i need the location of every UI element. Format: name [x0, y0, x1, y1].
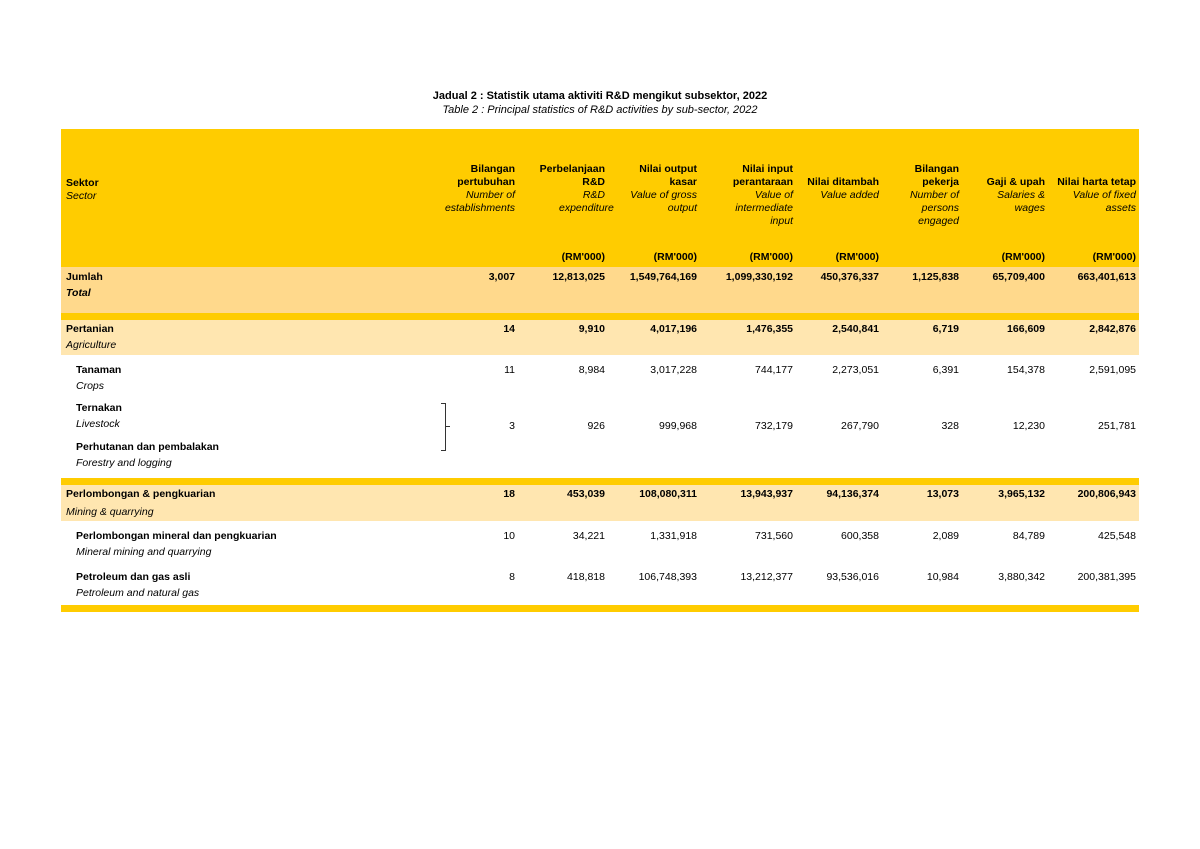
- label-forestry: Perhutanan dan pembalakan Forestry and logging: [76, 441, 219, 469]
- unit-label: (RM'000): [749, 251, 793, 263]
- separator-bar: [61, 313, 1139, 320]
- table-title: [0, 89, 1200, 117]
- header-col-rd-expenditure: Perbelanjaan R&D R&D expenditure: [539, 163, 614, 214]
- table-row-mineral-mining: Perlombongan mineral dan pengkuarian Mineral mining and quarrying 10 34,221 1,331,918 731,560 600,358 2,089 84,789 425,548: [76, 530, 1136, 558]
- table-row-agriculture: Pertanian Agriculture 14 9,910 4,017,196 1,476,355 2,540,841 6,719 166,609 2,842,876: [61, 320, 1139, 355]
- unit-label: (RM'000): [1092, 251, 1136, 263]
- header-col-salaries-wages: Gaji & upah Salaries & wages: [986, 176, 1045, 214]
- header-sektor: Sektor Sector: [66, 177, 99, 202]
- table-row-total: Jumlah Total 3,007 12,813,025 1,549,764,169 1,099,330,192 450,376,337 1,125,838 65,709,400 663,401,613: [61, 267, 1139, 313]
- table-row-petroleum: Petroleum dan gas asli Petroleum and natural gas 8 418,818 106,748,393 13,212,377 93,536,016 10,984 3,880,342 200,381,395: [76, 571, 1136, 599]
- unit-label: (RM'000): [1001, 251, 1045, 263]
- header-col-establishments: Bilangan pertubuhan Number of establishments: [444, 163, 515, 214]
- header-col-persons-engaged: Bilangan pekerja Number of persons engaged: [909, 163, 959, 227]
- header-col-gross-output: Nilai output kasar Value of gross output: [630, 163, 697, 214]
- header-col-intermediate-input: Nilai input perantaraan Value of intermediate input: [732, 163, 793, 227]
- unit-label: (RM'000): [653, 251, 697, 263]
- table-header: [61, 129, 1139, 267]
- separator-bar: [61, 478, 1139, 485]
- table-row-mining: Perlombongan & pengkuarian Mining & quarrying 18 453,039 108,080,311 13,943,937 94,136,374 13,073 3,965,132 200,806,943: [61, 485, 1139, 521]
- header-col-fixed-assets: Nilai harta tetap Value of fixed assets: [1057, 176, 1136, 214]
- statistics-table: [61, 129, 1139, 612]
- table-row-crops: Tanaman Crops 11 8,984 3,017,228 744,177 2,273,051 6,391 154,378 2,591,095: [76, 364, 1136, 392]
- title-malay: Jadual 2 : Statistik utama aktiviti R&D mengikut subsektor, 2022: [432, 90, 768, 102]
- unit-label: (RM'000): [835, 251, 879, 263]
- label-livestock: Ternakan Livestock: [76, 402, 122, 430]
- title-english: Table 2 : Principal statistics of R&D activities by sub-sector, 2022: [442, 104, 758, 116]
- unit-label: (RM'000): [561, 251, 605, 263]
- bottom-bar: [61, 605, 1139, 612]
- header-col-value-added: Nilai ditambah Value added: [807, 176, 879, 201]
- table-row-livestock-forestry: Ternakan Livestock Perhutanan dan pembalakan Forestry and logging 3 926 999,968 732,179 267,790 328 12,230 251,781: [76, 402, 1136, 469]
